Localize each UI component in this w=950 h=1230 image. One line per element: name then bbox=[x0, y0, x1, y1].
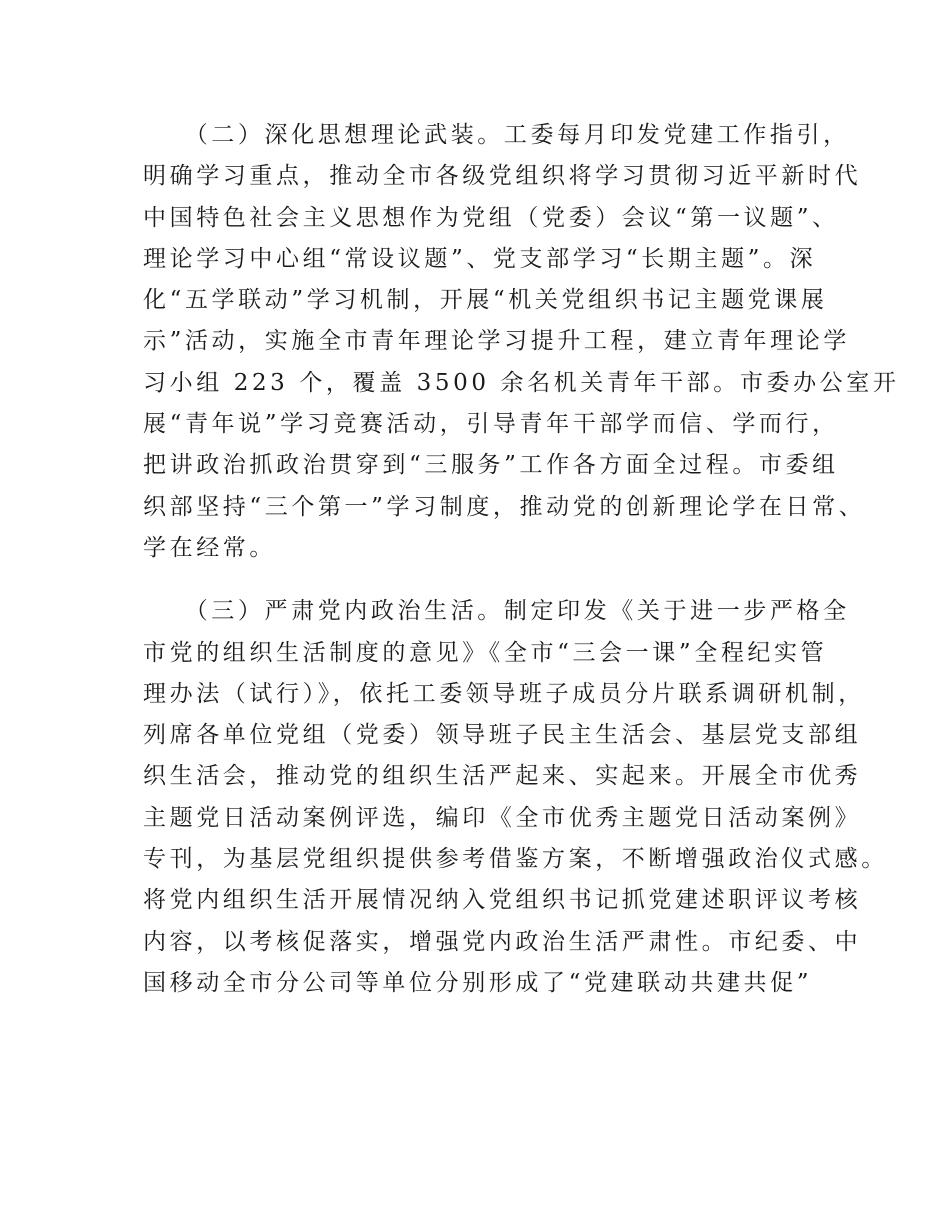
text-line: 理论学习中心组“常设议题”、党支部学习“长期主题”。深 bbox=[143, 245, 817, 272]
text-line: 示”活动，实施全市青年理论学习提升工程，建立青年理论学 bbox=[143, 328, 850, 355]
text-line: 展“青年说”学习竞赛活动，引导青年干部学而信、学而行， bbox=[143, 411, 839, 438]
text-line: 将党内组织生活开展情况纳入党组织书记抓党建述职评议考核 bbox=[143, 887, 862, 914]
text-line: 专刊，为基层党组织提供参考借鉴方案，不断增强政治仪式感。 bbox=[143, 846, 888, 873]
text-line: 明确学习重点，推动全市各级党组织将学习贯彻习近平新时代 bbox=[143, 163, 862, 190]
text-line: 列席各单位党组（党委）领导班子民主生活会、基层党支部组 bbox=[143, 722, 862, 749]
text-line: 习小组 223 个，覆盖 3500 余名机关青年干部。市委办公室开 bbox=[143, 369, 900, 396]
text-line: 织生活会，推动党的组织生活严起来、实起来。开展全市优秀 bbox=[143, 763, 862, 790]
text-line: 市党的组织生活制度的意见》《全市“三会一课”全程纪实管 bbox=[143, 639, 828, 666]
text-line: 织部坚持“三个第一”学习制度，推动党的创新理论学在日常、 bbox=[143, 493, 866, 520]
text-line: （二）深化思想理论武装。工委每月印发党建工作指引， bbox=[143, 122, 850, 148]
text-line: 把讲政治抓政治贯穿到“三服务”工作各方面全过程。市委组 bbox=[143, 452, 839, 479]
paragraph-political-life bbox=[143, 591, 888, 1004]
text-line: 国移动全市分公司等单位分别形成了“党建联动共建共促” bbox=[143, 969, 813, 996]
paragraph-spacer bbox=[143, 569, 833, 591]
text-line: 学在经常。 bbox=[143, 534, 276, 561]
text-line: 内容，以考核促落实，增强党内政治生活严肃性。市纪委、中 bbox=[143, 928, 862, 955]
text-line: （三）严肃党内政治生活。制定印发《关于进一步严格全 bbox=[143, 598, 850, 625]
text-line: 中国特色社会主义思想作为党组（党委）会议“第一议题”、 bbox=[143, 204, 839, 231]
paragraph-deepen-theory bbox=[143, 115, 900, 569]
text-line: 理办法（试行）》，依托工委领导班子成员分片联系调研机制， bbox=[143, 680, 865, 707]
document-body bbox=[143, 115, 900, 1004]
text-line: 化“五学联动”学习机制，开展“机关党组织书记主题党课展 bbox=[143, 287, 828, 314]
text-line: 主题党日活动案例评选，编印《全市优秀主题党日活动案例》 bbox=[143, 804, 862, 831]
